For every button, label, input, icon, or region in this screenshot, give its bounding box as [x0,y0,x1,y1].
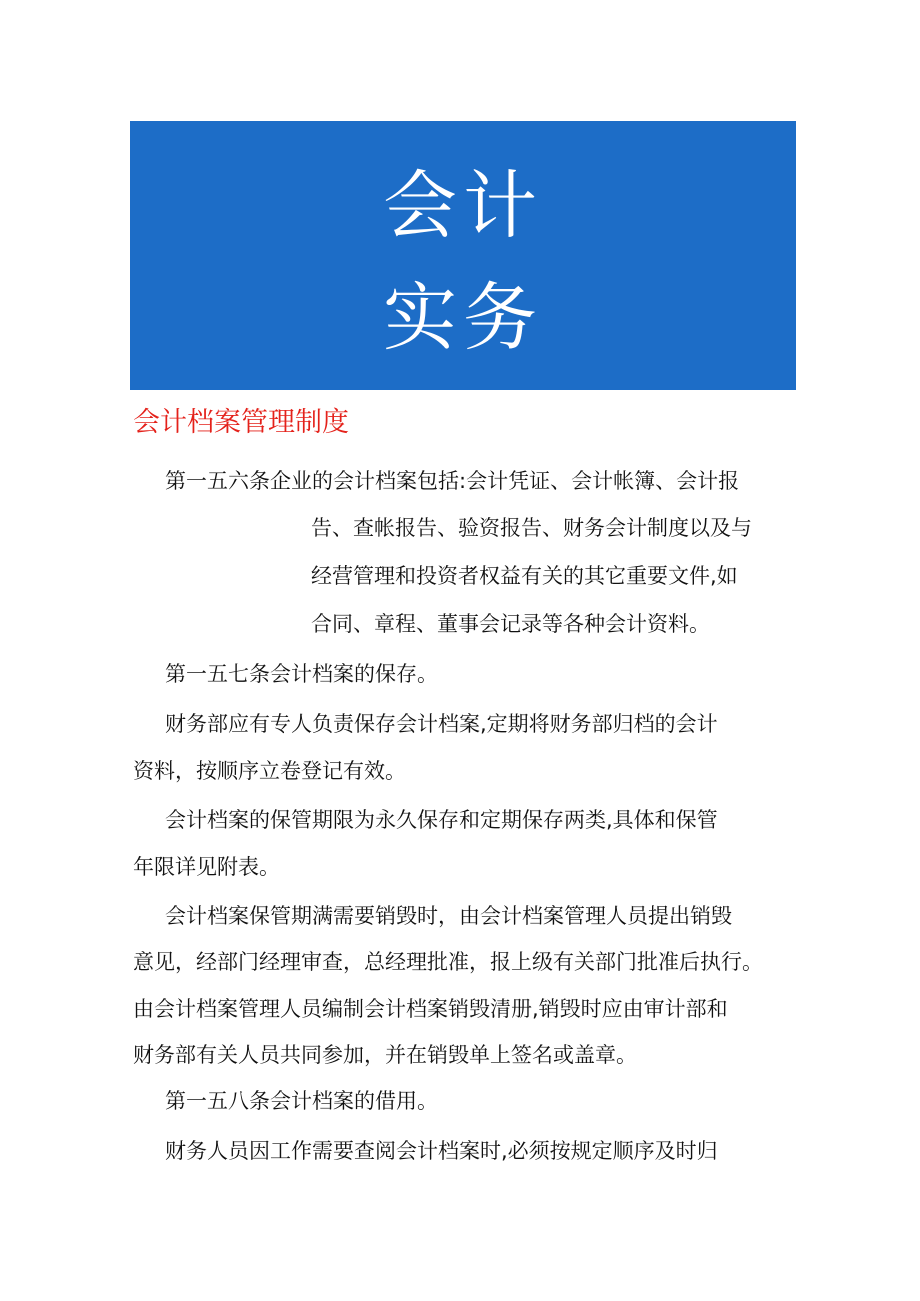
banner-title-line-1: 会计 [383,163,543,249]
article-156-line-2: 告、查帐报告、验资报告、财务会计制度以及与 [311,516,752,540]
title-banner [130,121,796,390]
paragraph-period-line-2: 年限详见附表。 [133,855,280,879]
paragraph-period-line-1: 会计档案的保管期限为永久保存和定期保存两类,具体和保管 [165,808,718,832]
paragraph-destroy-line-1: 会计档案保管期满需要销毁时，由会计档案管理人员提出销毁 [165,904,732,928]
paragraph-storage-line-1: 财务部应有专人负责保存会计档案,定期将财务部归档的会计 [165,712,718,736]
article-156-line-1: 第一五六条企业的会计档案包括:会计凭证、会计帐簿、会计报 [165,469,740,493]
paragraph-storage-line-2: 资料，按顺序立卷登记有效。 [133,759,406,783]
article-156-line-3: 经营管理和投资者权益有关的其它重要文件,如 [311,564,738,588]
article-158-title: 第一五八条会计档案的借用。 [165,1089,438,1113]
article-156-line-4: 合同、章程、董事会记录等各种会计资料。 [311,612,710,636]
paragraph-destroy-line-4: 财务部有关人员共同参加，并在销毁单上签名或盖章。 [133,1043,637,1067]
paragraph-destroy-line-3: 由会计档案管理人员编制会计档案销毁清册,销毁时应由审计部和 [133,997,728,1021]
article-157-title: 第一五七条会计档案的保存。 [165,662,438,686]
paragraph-destroy-line-2: 意见，经部门经理审查，总经理批准，报上级有关部门批准后执行。 [133,950,763,974]
paragraph-borrow-line-1: 财务人员因工作需要查阅会计档案时,必须按规定顺序及时归 [165,1139,718,1163]
banner-title-line-2: 实务 [383,275,543,361]
section-heading: 会计档案管理制度 [133,407,349,438]
